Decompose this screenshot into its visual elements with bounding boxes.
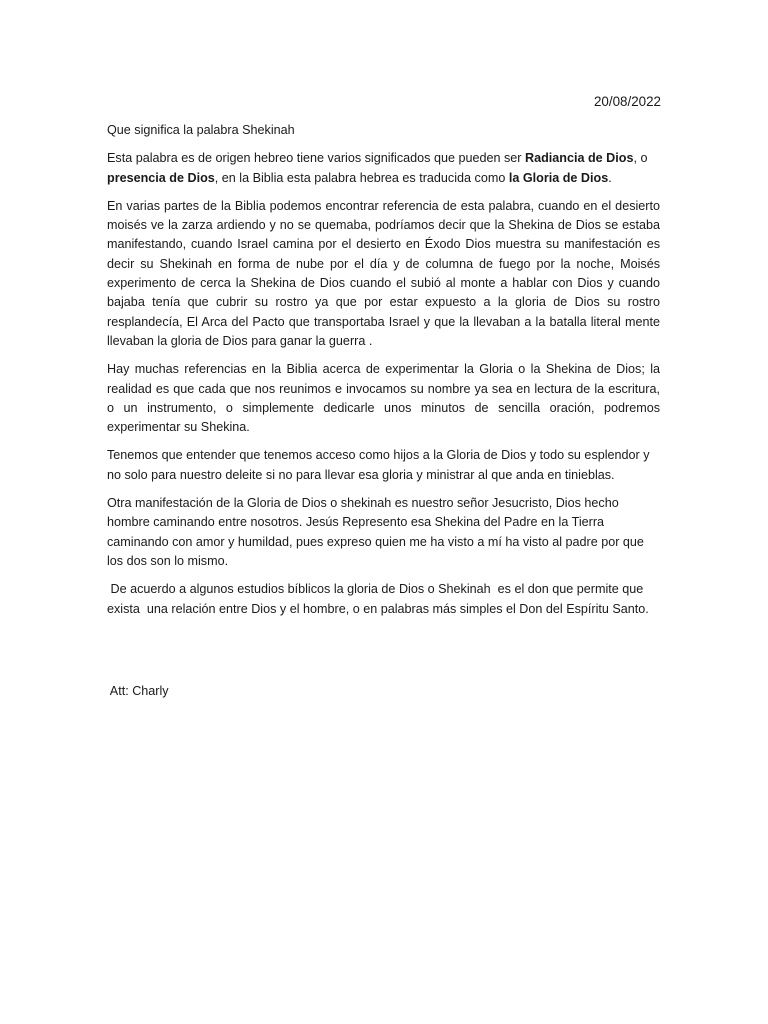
paragraph-2: En varias partes de la Biblia podemos encontrar referencia de esta palabra, cuando en el desierto moisés ve la zarza ardiendo y no se quemaba, podríamos decir que la Shekina de Dios se estaba manifestando, cuando Israel camina por el desierto en Éxodo Dios muestra su manifestación es decir su Shekinah en forma de nube por el día y de columna de fuego por la noche, Moisés experimento de cerca la Shekina de Dios cuando el subió al monte a hablar con Dios y cuando bajaba tenía que cubrir su rostro ya que por estar expuesto a la gloria de Dios su rostro resplandecía, El Arca del Pacto que transportaba Israel y que la llevaban a la batalla literal mente llevaban la gloria de Dios para ganar la guerra . — [107, 198, 660, 348]
paragraph-3: Hay muchas referencias en la Biblia acerca de experimentar la Gloria o la Shekina de Dios; la realidad es que cada que nos reunimos e invocamos su nombre ya sea en lectura de la escritura, o un instrumento, o simplemente dedicarle unos minutos de sencilla oración, podremos experimentar su Shekina. — [107, 362, 660, 435]
paragraph-1-text: , en la Biblia esta palabra hebrea es traducida como — [214, 170, 509, 185]
signature: Att: Charly — [107, 684, 169, 698]
paragraph-1-text: , o — [633, 151, 648, 166]
paragraph-6: De acuerdo a algunos estudios bíblicos la gloria de Dios o Shekinah es el don que permite que exista una relación entre Dios y el hombre, o en palabras más simples el Don del Espíritu Santo. — [107, 582, 649, 616]
document-body — [107, 121, 660, 628]
bold-radiancia-de-dios: Radiancia de Dios — [524, 151, 634, 166]
paragraph-5: Otra manifestación de la Gloria de Dios o shekinah es nuestro señor Jesucristo, Dios hecho hombre caminando entre nosotros. Jesús Represento esa Shekina del Padre en la Tierra caminando con amor y humildad, pues expreso quien me ha visto a mí ha visto al padre por que los dos son lo mismo. — [107, 496, 644, 568]
document-title-line: Que significa la palabra Shekinah — [107, 123, 295, 137]
bold-la-gloria-de-dios: la Gloria de Dios — [508, 170, 609, 185]
paragraph-4: Tenemos que entender que tenemos acceso como hijos a la Gloria de Dios y todo su esplendor y no solo para nuestro deleite si no para llevar esa gloria y ministrar al que anda en tinieblas. — [107, 448, 650, 482]
paragraph-1-text: . — [608, 170, 612, 185]
bold-presencia-de-dios: presencia de Dios — [107, 170, 215, 185]
paragraph-1-text: Esta palabra es de origen hebreo tiene varios significados que pueden ser — [107, 151, 525, 166]
paragraph-1 — [107, 149, 660, 188]
document-date: 20/08/2022 — [593, 94, 661, 109]
